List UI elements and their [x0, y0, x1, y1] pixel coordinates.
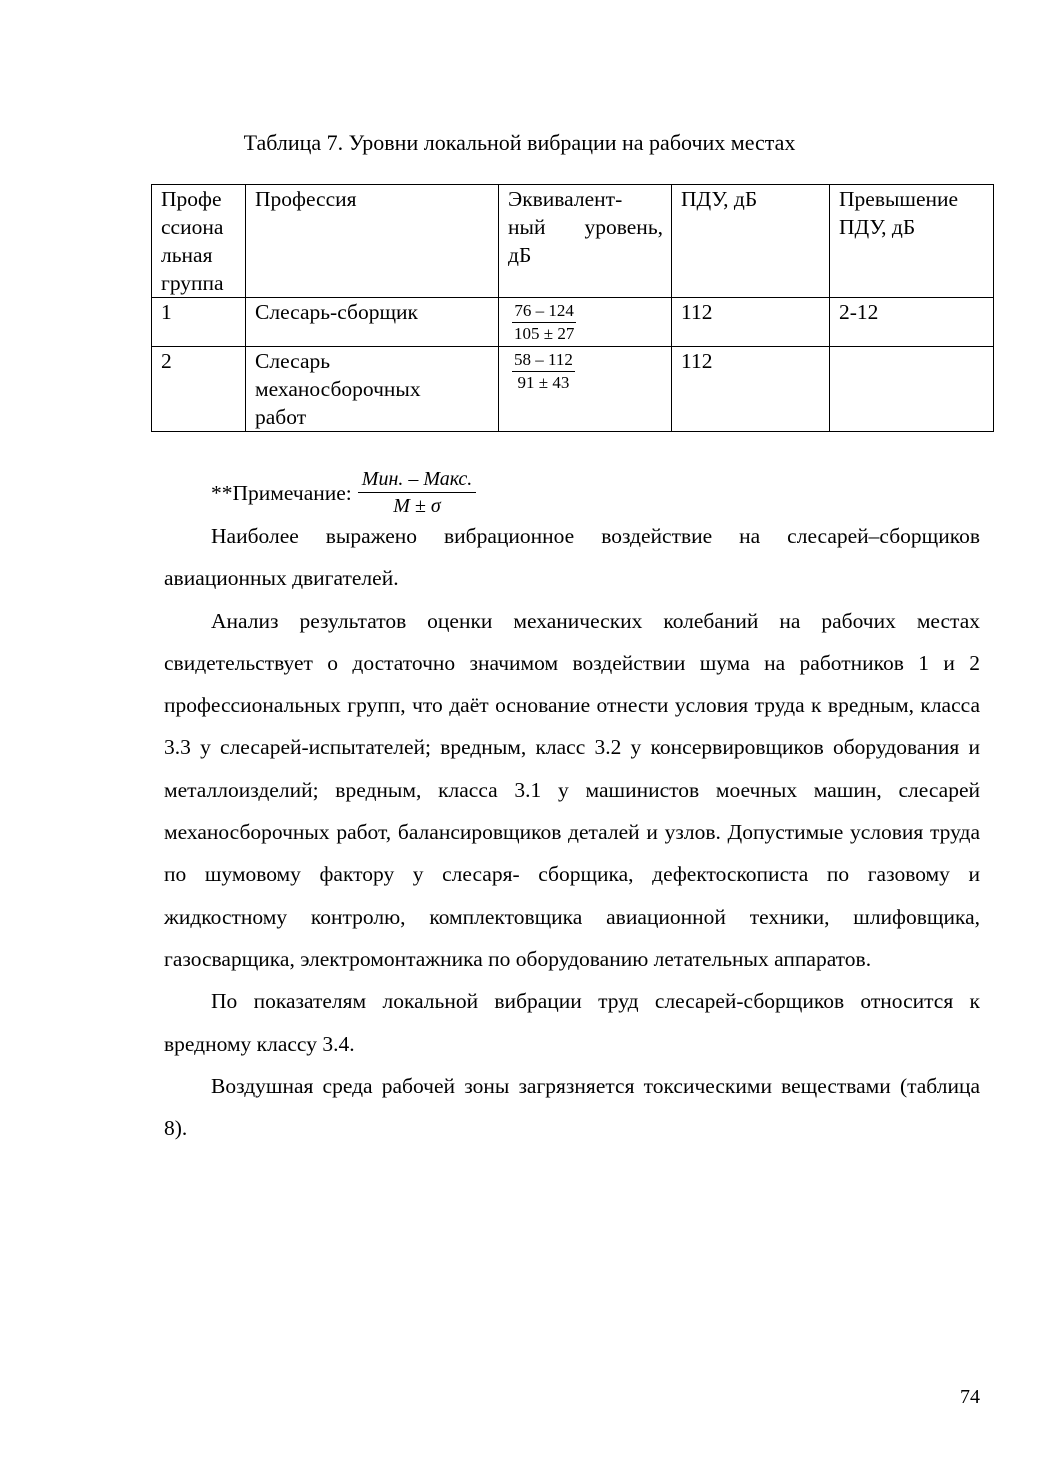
table-header-row: [152, 185, 994, 298]
header-group: [152, 185, 246, 298]
header-line: Эквивалент-: [508, 187, 623, 211]
header-line: группа: [161, 271, 224, 295]
header-line: Превышение: [839, 187, 959, 211]
cell-group: 1: [152, 298, 246, 347]
header-line: ссиона: [161, 215, 224, 239]
cell-profession: [246, 347, 499, 432]
cell-pdu: 112: [672, 347, 830, 432]
fraction-numerator: 58 – 112: [512, 349, 575, 372]
cell-pdu: 112: [672, 298, 830, 347]
note: [211, 466, 476, 519]
profession-line: механосборочных: [255, 377, 421, 401]
cell-excess: [830, 347, 994, 432]
cell-excess: 2-12: [830, 298, 994, 347]
paragraph: По показателям локальной вибрации труд слесарей-сборщиков относится к вредному классу 3.4.: [164, 989, 980, 1056]
cell-equiv: [499, 298, 672, 347]
header-pdu: ПДУ, дБ: [672, 185, 830, 298]
header-line: ПДУ, дБ: [839, 215, 916, 239]
header-line: Профе: [161, 187, 222, 211]
table-row: [152, 347, 994, 432]
header-line: дБ: [508, 243, 532, 267]
cell-profession: Слесарь-сборщик: [246, 298, 499, 347]
paragraph: Наиболее выражено вибрационное воздействие на слесарей–сборщиков авиационных двигателей.: [164, 524, 980, 591]
table-title: Таблица 7. Уровни локальной вибрации на рабочих местах: [243, 130, 796, 155]
vibration-table: [151, 184, 994, 432]
note-denominator: M ± σ: [393, 495, 441, 517]
header-line: льная: [161, 243, 213, 267]
paragraph: Анализ результатов оценки механических колебаний на рабочих местах свидетельствует о достаточно значимом воздействии шума на работников 1 и 2 профессиональных групп, что даёт основание отнести условия труда к вредным, класса 3.3 у слесарей-испытателей; вредным, класс 3.2 у консервировщиков оборудования и металлоизделий; вредным, класса 3.1 у машинистов моечных машин, слесарей механосборочных работ, балансировщиков деталей и узлов. Допустимые условия труда по шумовому фактору у слесаря- сборщика, дефектоскописта по газовому и жидкостному контролю, комплектовщика авиационной техники, шлифовщика, газосварщика, электромонтажника по оборудованию летательных аппаратов.: [164, 608, 980, 971]
note-fraction: [358, 466, 476, 519]
equiv-fraction: [512, 300, 576, 345]
note-numerator: Мин. – Макс.: [358, 466, 476, 493]
header-equiv: [499, 185, 672, 298]
header-profession: Профессия: [246, 185, 499, 298]
profession-line: Слесарь: [255, 349, 331, 373]
paragraph: Воздушная среда рабочей зоны загрязняется токсическими веществами (таблица 8).: [164, 1073, 980, 1141]
table-row: [152, 298, 994, 347]
cell-equiv: [499, 347, 672, 432]
fraction-numerator: 76 – 124: [512, 300, 576, 323]
fraction-denominator: 105 ± 27: [514, 324, 575, 343]
equiv-fraction: [512, 349, 575, 394]
cell-group: 2: [152, 347, 246, 432]
note-label: **Примечание:: [211, 480, 352, 505]
header-excess: [830, 185, 994, 298]
body-text: [164, 515, 980, 1149]
profession-line: работ: [255, 405, 307, 429]
page-number: 74: [960, 1386, 980, 1408]
header-line: ный уровень,: [508, 215, 663, 239]
fraction-denominator: 91 ± 43: [517, 373, 570, 392]
